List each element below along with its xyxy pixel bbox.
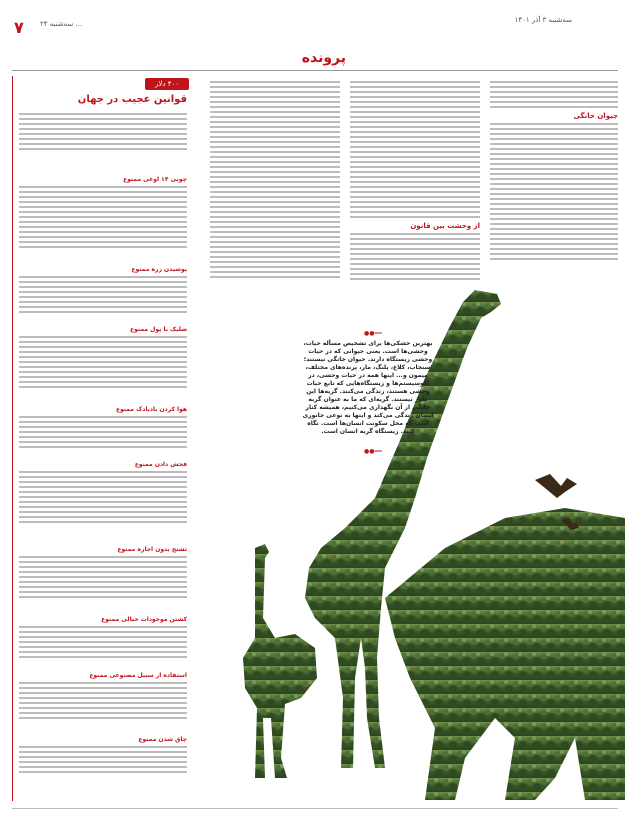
header-rule — [12, 70, 618, 71]
sidebar-box — [12, 76, 195, 801]
footer-rule — [12, 808, 618, 809]
sidebar-section: فحش دادن ممنوع — [19, 461, 187, 526]
sidebar-title: قوانین عجیب در جهان — [77, 94, 187, 105]
sidebar-section: چاق شدن ممنوع — [19, 736, 187, 776]
sidebar-section: شلیک با پول ممنوع — [19, 326, 187, 391]
sidebar-section: هوا کردن بادبادک ممنوع — [19, 406, 187, 451]
page-header — [0, 0, 630, 70]
bird-silhouette — [535, 474, 577, 498]
pull-quote: بهترین خشکی‌ها برای تشخیص مسأله حیات، وحشی‌ها است. یعنی حیوانی که در حیات وحشی زیستگاه دارند. حیوان خانگی نیستند؛ سنجاب، کلاغ، پلنگ، مار، پرنده‌های مختلف، میمون و... اینها همه در حیات وحشی، در اکوسیستم‌ها و زیستگاه‌هایی که تابع حیات وحشی هستند، زندگی می‌کنند. گربه‌ها این طور نیستند. گربه‌ای که ما به عنوان گربه خانگی از آن نگهداری می‌کنیم، همیشه کنار انسان زندگی می‌کند و اینها به نوعی جانوری است که محل سکونت انسان‌ها است. نگاه کنید. زیستگاه گربه انسان است. — [302, 340, 434, 435]
sidebar-section: استفاده از سبیل مصنوعی ممنوع — [19, 672, 187, 722]
quote-ornament-bottom: ●●━━ — [364, 448, 382, 455]
svg-text:پرونده: پرونده — [301, 50, 346, 66]
issue-date: سه‌شنبه ۳ آذر ۱۴۰۱ — [514, 16, 572, 24]
large-animal-silhouette — [385, 508, 625, 800]
sidebar-tag: ۴۰۰ دلار — [145, 78, 189, 90]
issue-info: سه‌شنبه ۲۴ ... — [40, 20, 83, 28]
ostrich-silhouette — [243, 544, 317, 778]
page-number: ۷ — [14, 18, 24, 37]
sidebar-section: چوبی ۱۴ اوغی ممنوع — [19, 176, 187, 251]
sidebar-section: تشنج بدون اجازه ممنوع — [19, 546, 187, 601]
sidebar-section: کشتن موجودات خیالی ممنوع — [19, 616, 187, 661]
animal-silhouette-artwork — [205, 78, 625, 800]
quote-ornament-top: ●●━━ — [364, 330, 382, 337]
subhead-2: از وحشت بین قانون — [410, 222, 480, 230]
subhead-1: جیوان خانگی — [573, 112, 618, 120]
sidebar-section: پوشیدن زره ممنوع — [19, 266, 187, 316]
sidebar-intro — [19, 110, 187, 153]
newspaper-logo — [288, 44, 354, 70]
